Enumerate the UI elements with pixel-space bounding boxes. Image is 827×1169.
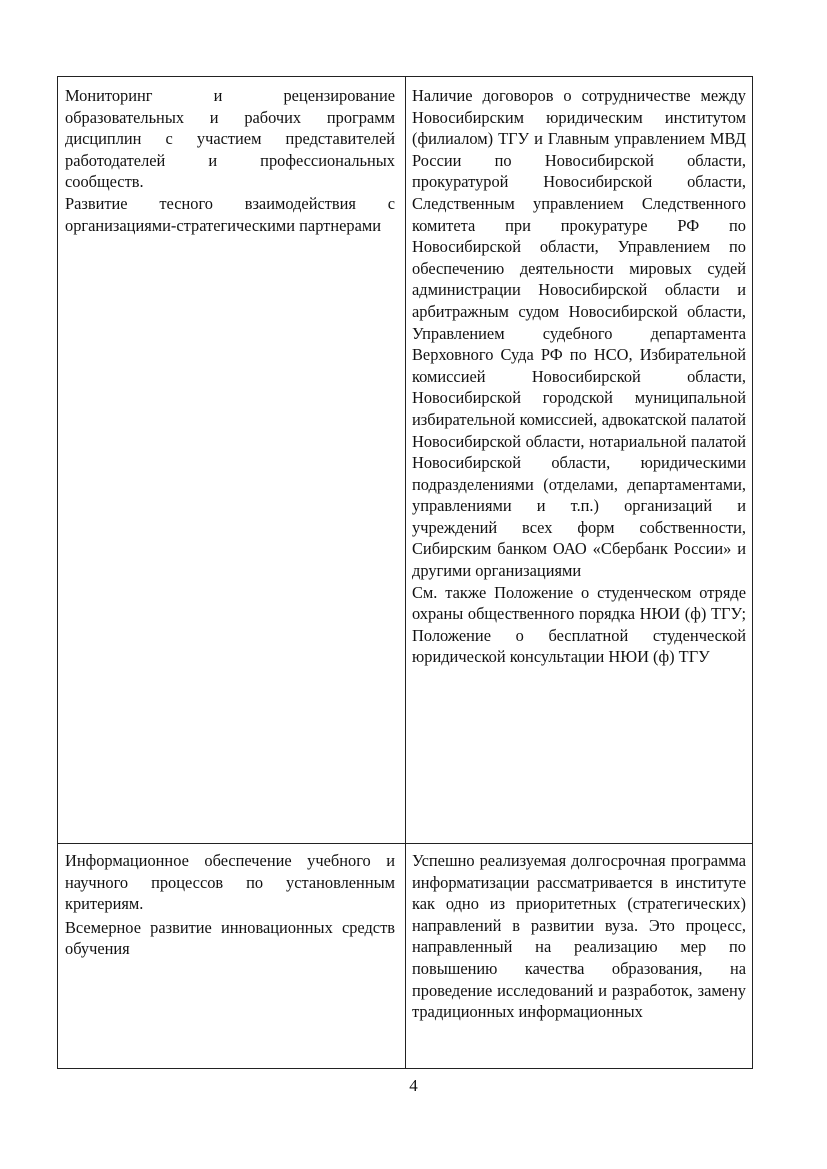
- cell-paragraph: См. также Положение о студенческом отряде охраны общественного порядка НЮИ (ф) ТГУ; Положение о бесплатной студенческой юридической консультации НЮИ (ф) ТГУ: [412, 582, 746, 667]
- table-cell-evidence: [406, 77, 753, 844]
- cell-paragraph: Развитие тесного взаимодействия с организациями-стратегическими партнерами: [65, 193, 395, 235]
- cell-paragraph: Мониторинг и рецензирование образовательных и рабочих программ дисциплин с участием представителей работодателей и профессиональных сообществ.: [65, 86, 395, 192]
- cell-paragraph: Успешно реализуемая долгосрочная программа информатизации рассматривается в институте как одно из приоритетных (стратегических) направлений в развитии вуза. Это процесс, направленный на реализацию мер по повышению качества образования, на проведение исследований и разработок, замену традиционных информационных: [412, 851, 746, 1022]
- requirements-table: [57, 76, 753, 1069]
- cell-paragraph: Информационное обеспечение учебного и научного процессов по установленным критериям.: [65, 851, 395, 914]
- table-row: [58, 844, 753, 1069]
- page-number: 4: [409, 1076, 418, 1095]
- table-cell-criteria: [58, 77, 406, 844]
- cell-paragraph: Наличие договоров о сотрудничестве между Новосибирским юридическим институтом (филиалом) ТГУ и Главным управлением МВД России по Новосибирской области, прокуратурой Новосибирской области, Следственным управлением Следственного комитета при прокуратуре РФ по Новосибирской области, Управлением по обеспечению деятельности мировых судей администрации Новосибирской области и арбитражным судом Новосибирской области, Управлением судебного департамента Верховного Суда РФ по НСО, Избирательной комиссией Новосибирской области, Новосибирской городской муниципальной избирательной комиссией, адвокатской палатой Новосибирской области, нотариальной палатой Новосибирской области, юридическими подразделениями (отделами, департаментами, управлениями и т.п.) организаций и учреждений всех форм собственности, Сибирским банком ОАО «Сбербанк России» и другими организациями: [412, 86, 746, 581]
- table-cell-evidence: [406, 844, 753, 1069]
- table-cell-criteria: [58, 844, 406, 1069]
- table-row: [58, 77, 753, 844]
- cell-paragraph: Всемерное развитие инновационных средств обучения: [65, 917, 395, 959]
